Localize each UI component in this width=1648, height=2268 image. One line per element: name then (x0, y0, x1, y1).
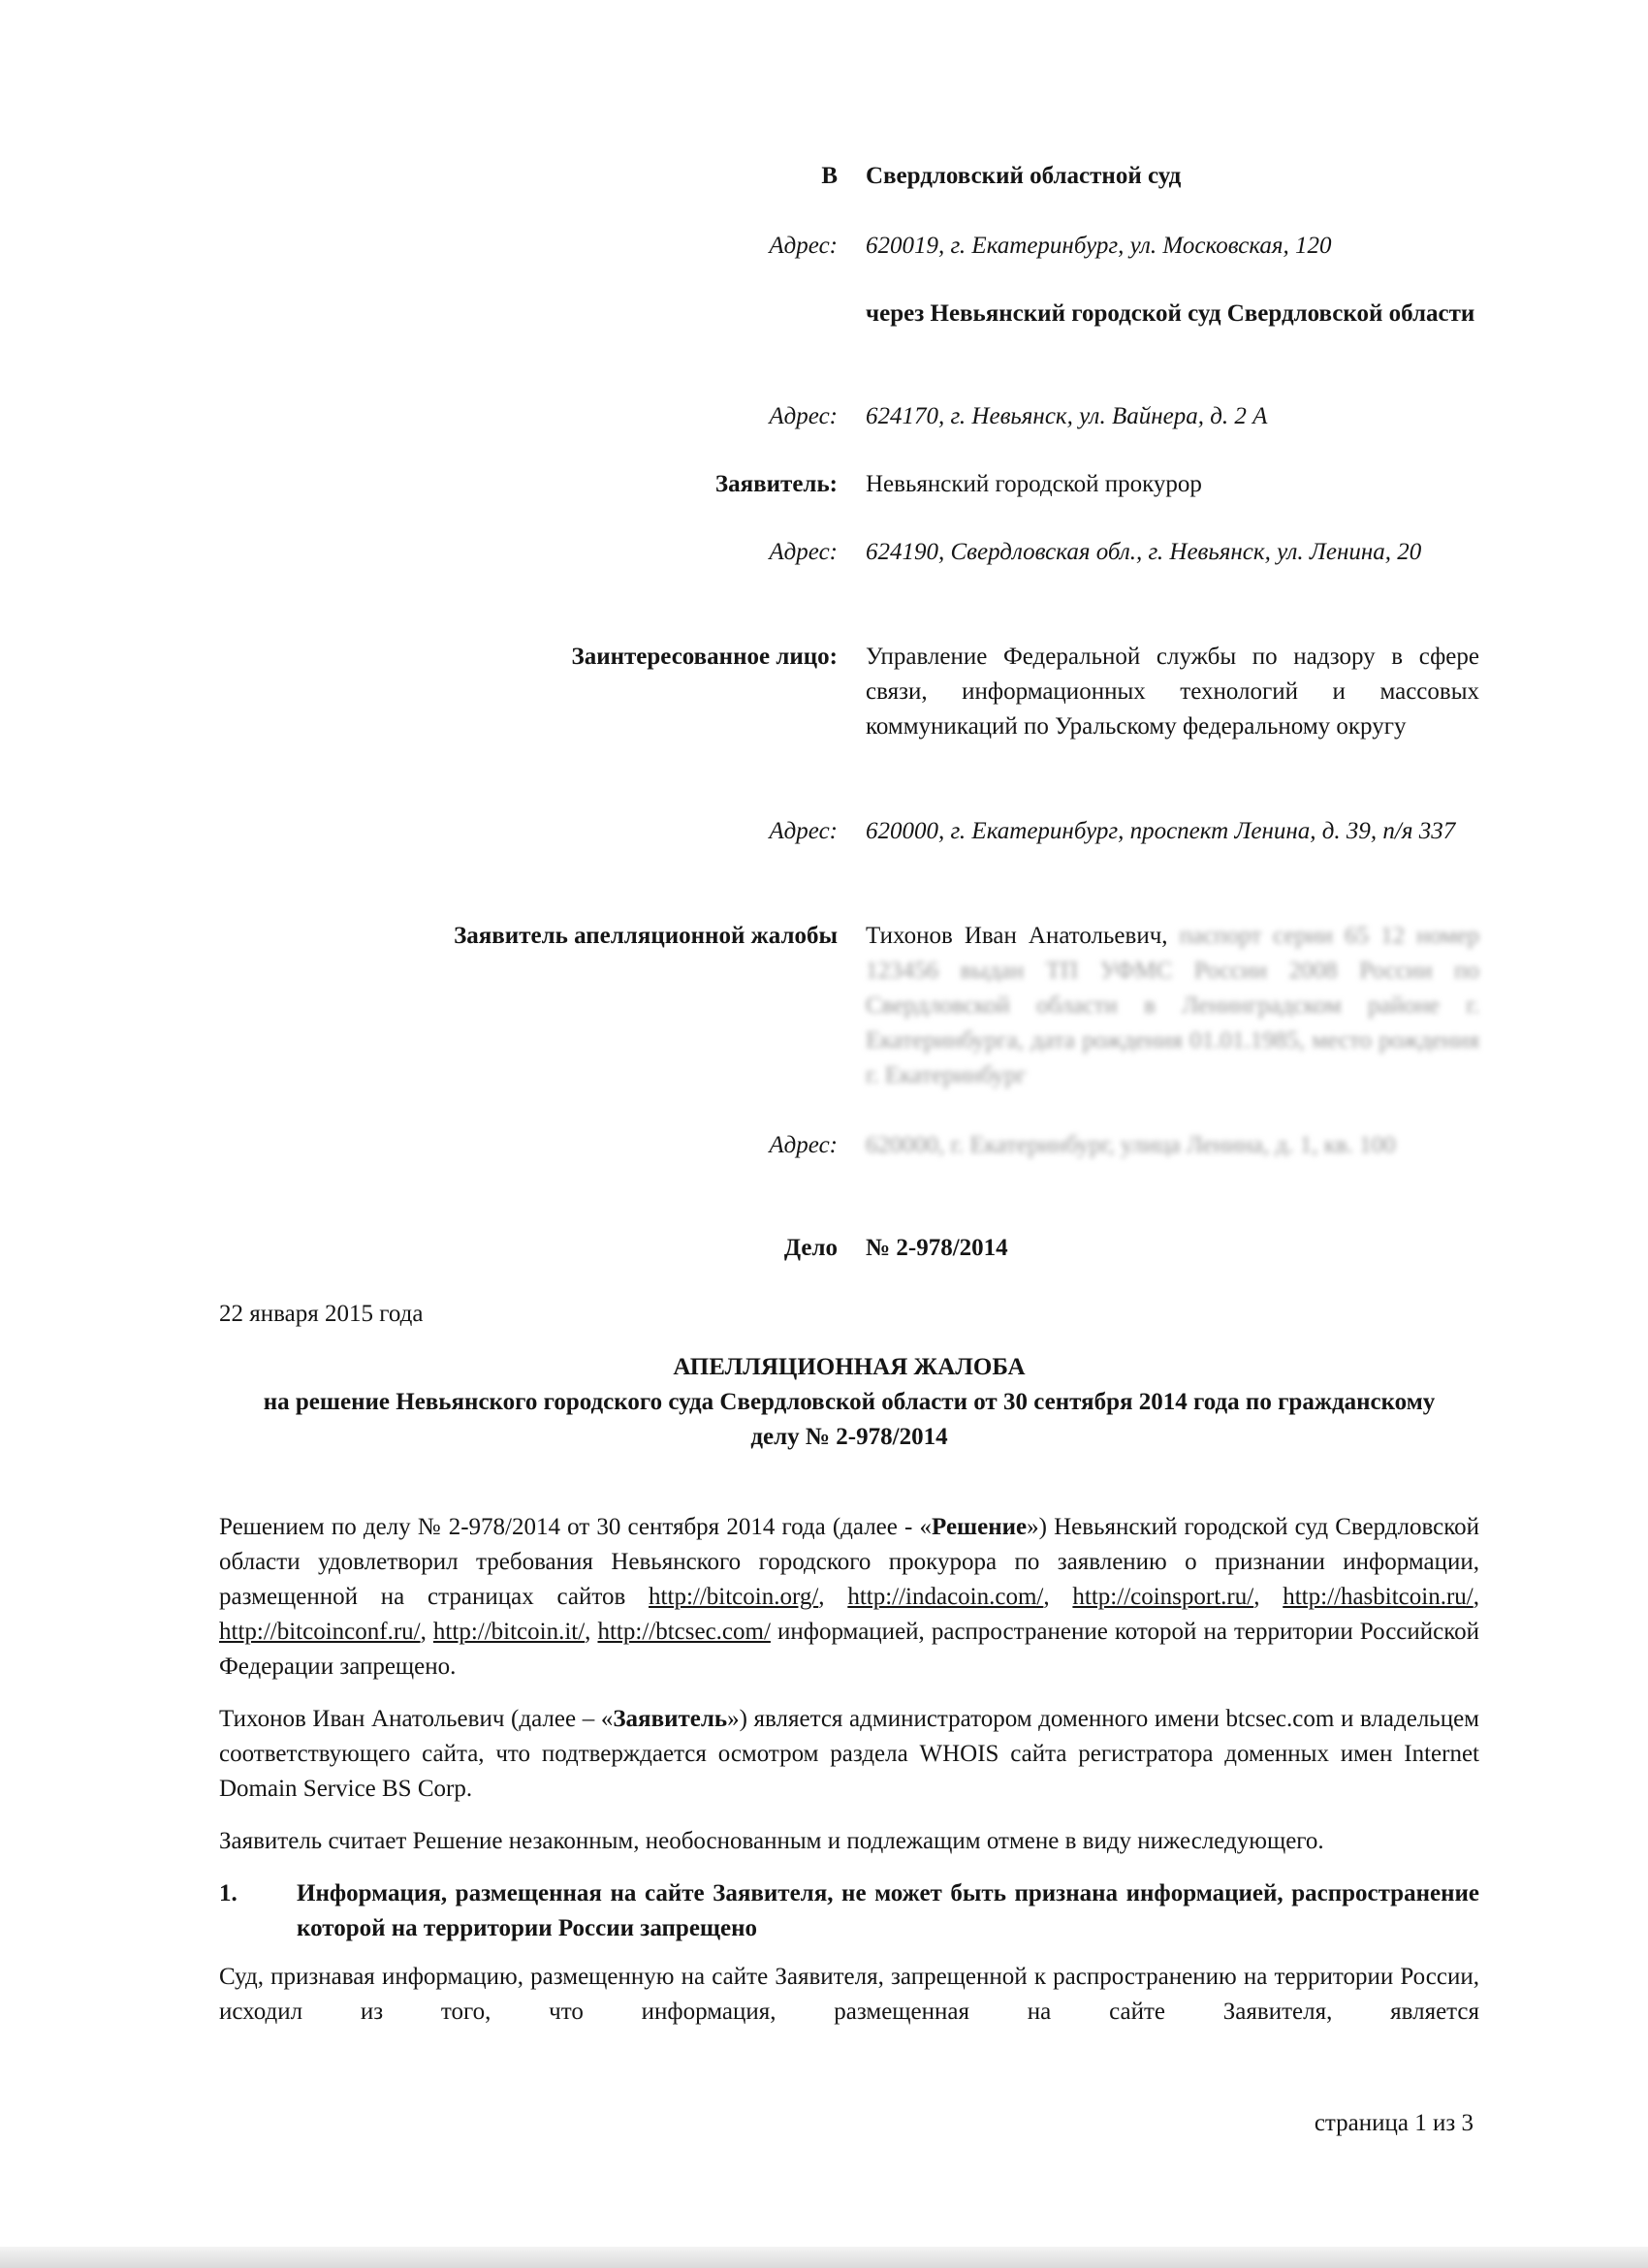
court-address-label: Адрес: (769, 233, 838, 259)
court-address: 620019, г. Екатеринбург, ул. Московская, 120 (866, 233, 1332, 259)
defined-term-applicant: Заявитель (613, 1706, 728, 1732)
link-btcsec-com[interactable]: http://btcsec.com/ (597, 1619, 771, 1645)
paragraph-position: Заявитель считает Решение незаконным, необоснованным и подлежащим отмене в виду нижеследующего. (219, 1828, 1324, 1854)
appellant-address-label: Адрес: (769, 1132, 838, 1158)
interested-party-label: Заинтересованное лицо: (571, 644, 838, 670)
interested-party-name: Управление Федеральной службы по надзору в сфере связи, информационных технологий и массовых коммуникаций по Уральскому федеральному округу (866, 644, 1479, 740)
applicant-address-label: Адрес: (769, 539, 838, 565)
paragraph-applicant (219, 1702, 1479, 1807)
paragraph-text: ») является администратором доменного имени btcsec.com и владельцем соответствующего сайта, что подтверждается осмотром раздела WHOIS сайта регистратора доменных имен Internet Domain Service BS Corp. (219, 1706, 1479, 1802)
paragraph-text: ») Невьянский городской суд Свердловской области удовлетворил требования Невьянского городского прокурора по заявлению о признании информации, размещенной на страницах сайтов (219, 1514, 1479, 1610)
defined-term-decision: Решение (932, 1514, 1028, 1540)
link-indacoin-com[interactable]: http://indacoin.com/ (847, 1584, 1044, 1610)
appellant-block (866, 919, 1479, 1093)
paragraph-text: Решением по делу № 2-978/2014 от 30 сентября 2014 года (далее - « (219, 1514, 932, 1540)
appellant-redacted-address: 620000, г. Екатеринбург, улица Ленина, д. 1, кв. 100 (866, 1132, 1396, 1158)
document-title (219, 1350, 1479, 1455)
title-line-2: на решение Невьянского городского суда Свердловской области от 30 сентября 2014 года по гражданскому делу № 2-978/2014 (263, 1389, 1436, 1450)
document-date: 22 января 2015 года (219, 1301, 424, 1327)
applicant-address: 624190, Свердловская обл., г. Невьянск, ул. Ленина, 20 (866, 539, 1422, 565)
paragraph-court-reasoning: Суд, признавая информацию, размещенную на сайте Заявителя, запрещенной к распространению на территории России, исходил из того, что информация, размещенная на сайте Заявителя, является (219, 1964, 1479, 2025)
interested-party-address: 620000, г. Екатеринбург, проспект Ленина, д. 39, п/я 337 (866, 818, 1456, 844)
court-name: Свердловский областной суд (866, 163, 1182, 189)
section-number: 1. (219, 1880, 238, 1906)
appellant-redacted-details: паспорт серии 65 12 номер 123456 выдан ТП УФМС России 2008 России по Свердловской области в Ленинградском районе г. Екатеринбурга, дата рождения 01.01.1985, место рождения г. Екатеринбург (866, 923, 1480, 1088)
page-number: страница 1 из 3 (1314, 2110, 1474, 2136)
court-label: В (821, 163, 838, 189)
appellant-name: Тихонов Иван Анатольевич, (866, 923, 1168, 949)
link-bitcoin-org[interactable]: http://bitcoin.org/ (649, 1584, 819, 1610)
case-label: Дело (783, 1235, 838, 1261)
applicant-name: Невьянский городской прокурор (866, 471, 1202, 497)
link-hasbitcoin-ru[interactable]: http://hasbitcoin.ru/ (1283, 1584, 1474, 1610)
case-number: № 2-978/2014 (866, 1235, 1008, 1261)
interested-party-address-label: Адрес: (769, 818, 838, 844)
link-bitcoin-it[interactable]: http://bitcoin.it/ (432, 1619, 586, 1645)
section-heading-text: Информация, размещенная на сайте Заявителя, не может быть признана информацией, распространение которой на территории России запрещено (297, 1880, 1479, 1941)
paragraph-text: информацией, распространение которой на территории Российской Федерации запрещено. (219, 1619, 1479, 1680)
via-court-address: 624170, г. Невьянск, ул. Вайнера, д. 2 А (866, 403, 1268, 429)
scan-edge (0, 2247, 1648, 2268)
paragraph-text: Тихонов Иван Анатольевич (далее – « (219, 1706, 614, 1732)
applicant-label: Заявитель: (714, 471, 838, 497)
appellant-label: Заявитель апелляционной жалобы (454, 923, 838, 949)
link-bitcoinconf-ru[interactable]: http://bitcoinconf.ru/ (219, 1619, 421, 1645)
via-court: через Невьянский городской суд Свердловской области (866, 300, 1475, 327)
link-coinsport-ru[interactable]: http://coinsport.ru/ (1072, 1584, 1254, 1610)
paragraph-decision: Решением по делу № 2-978/2014 от 30 сентября 2014 года (далее - «Решение») Невьянский городской суд Свердловской области удовлетворил требования Невьянского городского прокурора по заявлению о признании информации, размещенной на страницах сайтов http://bitcoin.org/, http://indacoin.com/, http://coinsport.ru/, http://hasbitcoin.ru/, http://bitcoinconf.ru/, http://bitcoin.it/, http://btcsec.com/ информацией, распространение которой на территории Российской Федерации запрещено. (219, 1514, 1479, 1680)
via-court-address-label: Адрес: (769, 403, 838, 429)
title-line-1: АПЕЛЛЯЦИОННАЯ ЖАЛОБА (673, 1354, 1026, 1380)
